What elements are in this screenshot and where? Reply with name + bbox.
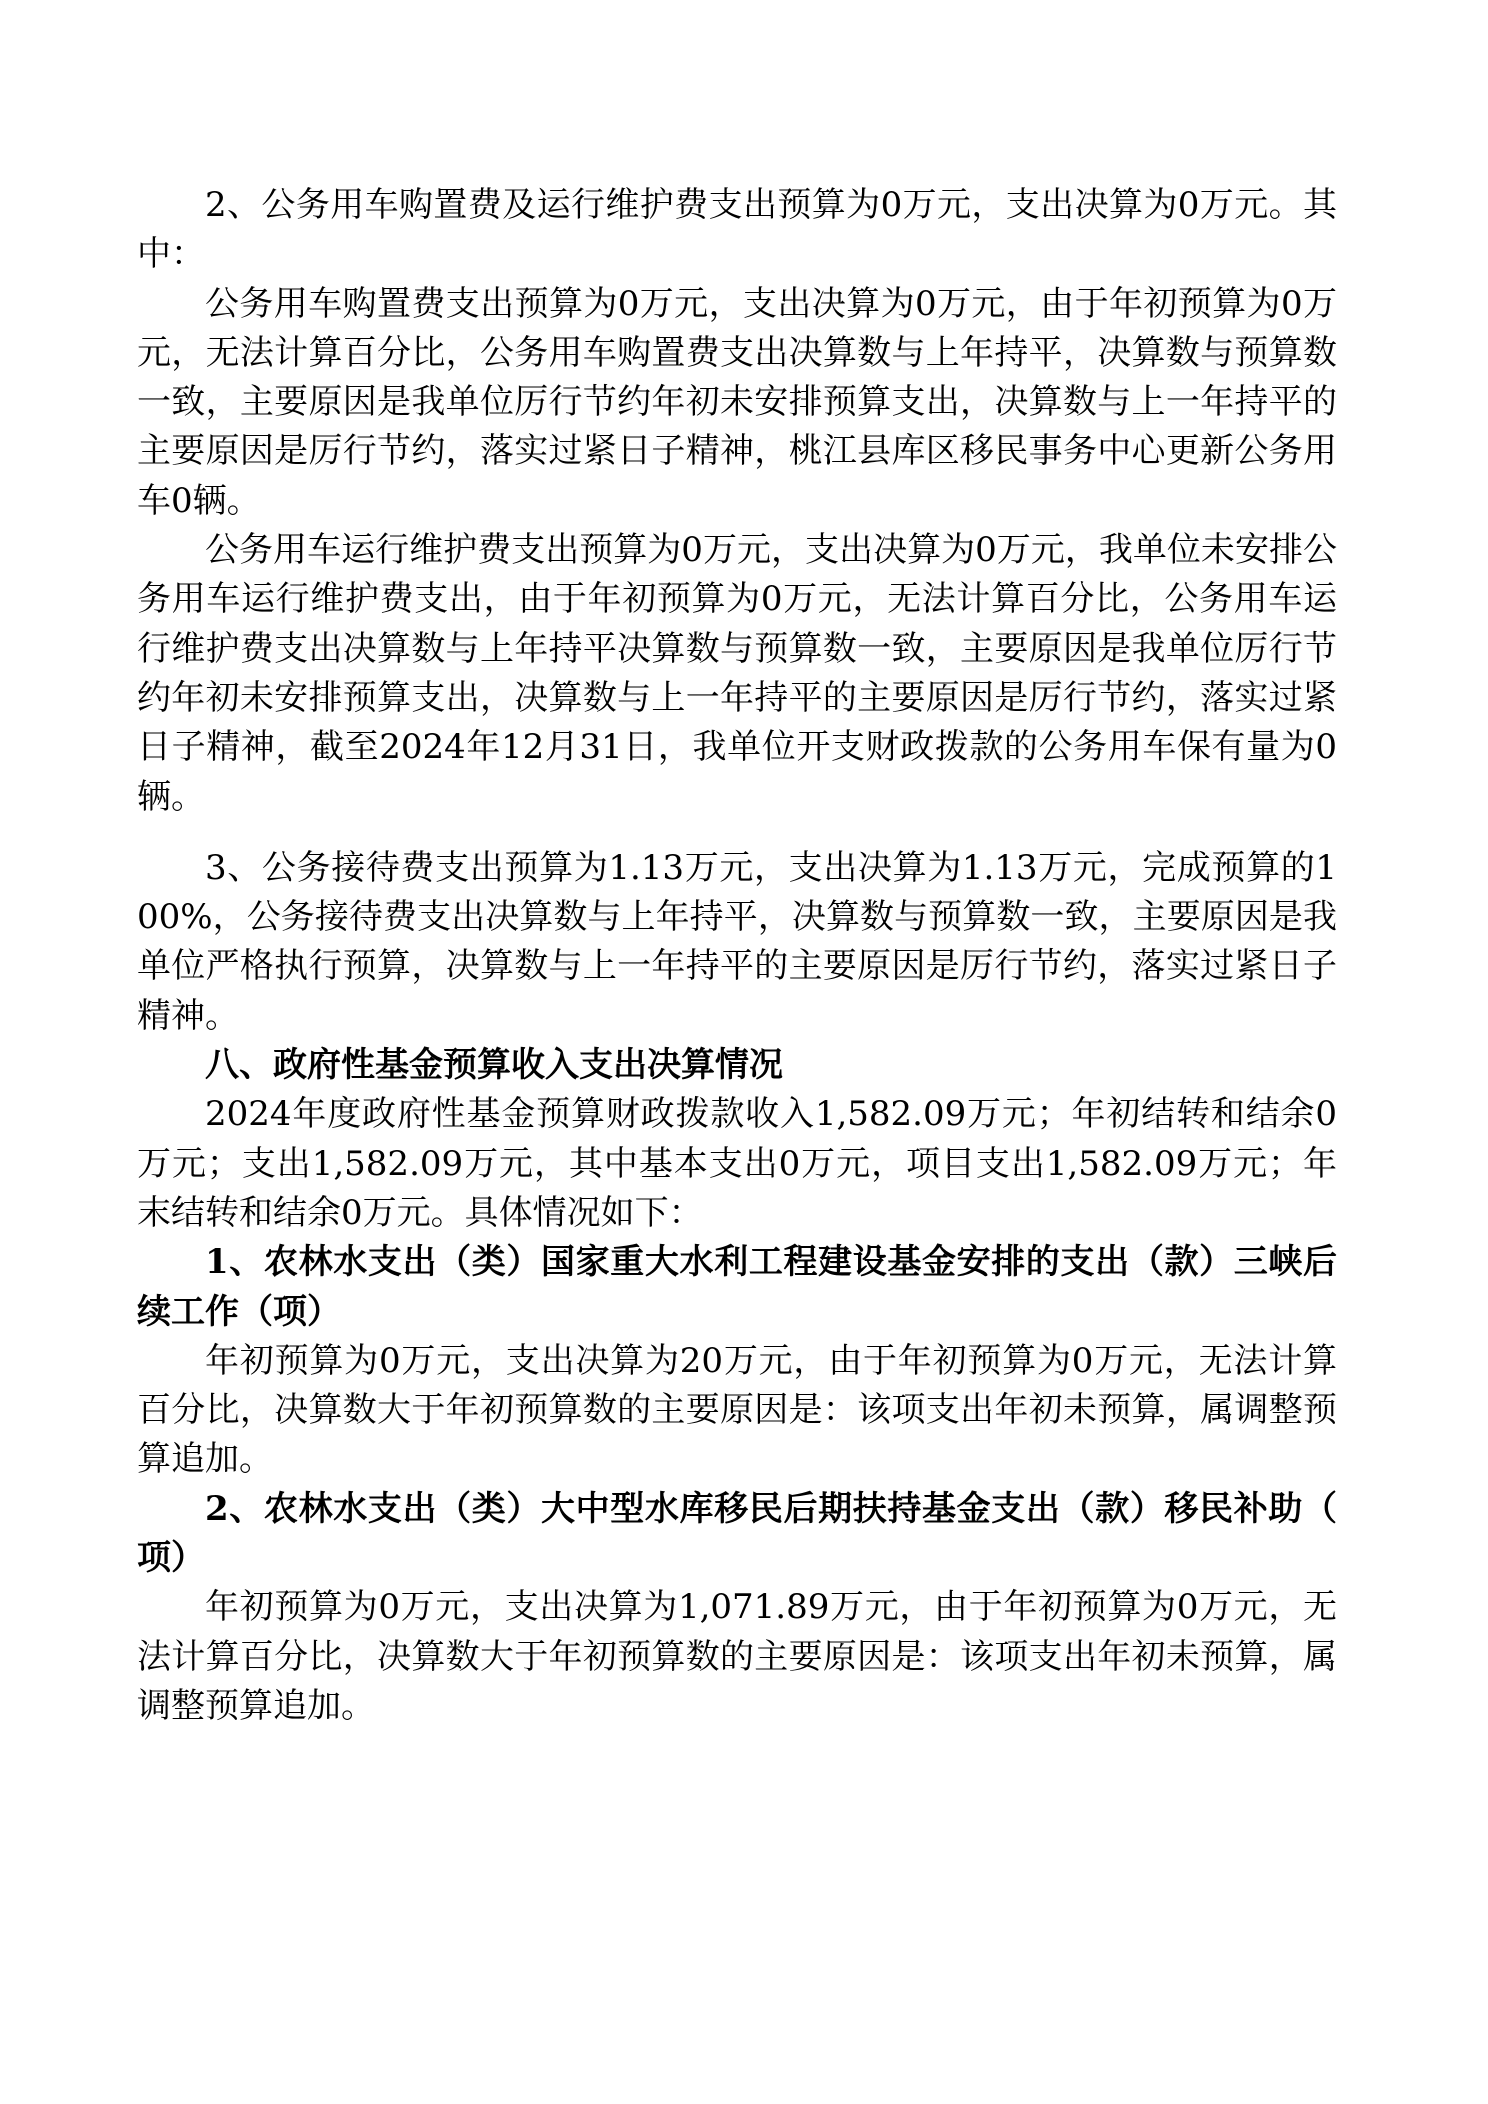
- subheading-resettlement-subsidy: 2、农林水支出（类）大中型水库移民后期扶持基金支出（款）移民补助（项）: [137, 1488, 1337, 1579]
- subheading-three-gorges: 1、农林水支出（类）国家重大水利工程建设基金安排的支出（款）三峡后续工作（项）: [137, 1242, 1337, 1332]
- paragraph-fund-overview: 2024年度政府性基金预算财政拨款收入1,582.09万元；年初结转和结余0万元；支出1,582.09万元，其中基本支出0万元，项目支出1,582.09万元；年末结转和结余0万元。具体情况如下：: [137, 1094, 1337, 1233]
- paragraph-vehicle-purchase: 公务用车购置费支出预算为0万元，支出决算为0万元，由于年初预算为0万元，无法计算百分比，公务用车购置费支出决算数与上年持平，决算数与预算数一致，主要原因是我单位厉行节约年初未安排预算支出，决算数与上一年持平的主要原因是厉行节约，落实过紧日子精神，桃江县库区移民事务中心更新公务用车0辆。: [137, 283, 1337, 521]
- paragraph-vehicle-maintenance: 公务用车运行维护费支出预算为0万元，支出决算为0万元，我单位未安排公务用车运行维护费支出，由于年初预算为0万元，无法计算百分比，公务用车运行维护费支出决算数与上年持平决算数与预算数一致，主要原因是我单位厉行节约年初未安排预算支出，决算数与上一年持平的主要原因是厉行节约，落实过紧日子精神，截至2024年12月31日，我单位开支财政拨款的公务用车保有量为0辆。: [137, 530, 1337, 817]
- paragraph-vehicle-summary: 2、公务用车购置费及运行维护费支出预算为0万元，支出决算为0万元。其中：: [137, 185, 1337, 275]
- paragraph-reception: 3、公务接待费支出预算为1.13万元，支出决算为1.13万元，完成预算的100%，公务接待费支出决算数与上年持平，决算数与预算数一致，主要原因是我单位严格执行预算，决算数与上一年持平的主要原因是厉行节约，落实过紧日子精神。: [137, 847, 1337, 1036]
- paragraph-resettlement-subsidy: 年初预算为0万元，支出决算为1,071.89万元，由于年初预算为0万元，无法计算百分比，决算数大于年初预算数的主要原因是：该项支出年初未预算，属调整预算追加。: [137, 1587, 1337, 1726]
- section-heading-government-fund: 八、政府性基金预算收入支出决算情况: [205, 1045, 783, 1086]
- document-page: [137, 181, 1337, 1731]
- paragraph-three-gorges: 年初预算为0万元，支出决算为20万元，由于年初预算为0万元，无法计算百分比，决算数大于年初预算数的主要原因是：该项支出年初未预算，属调整预算追加。: [137, 1340, 1337, 1480]
